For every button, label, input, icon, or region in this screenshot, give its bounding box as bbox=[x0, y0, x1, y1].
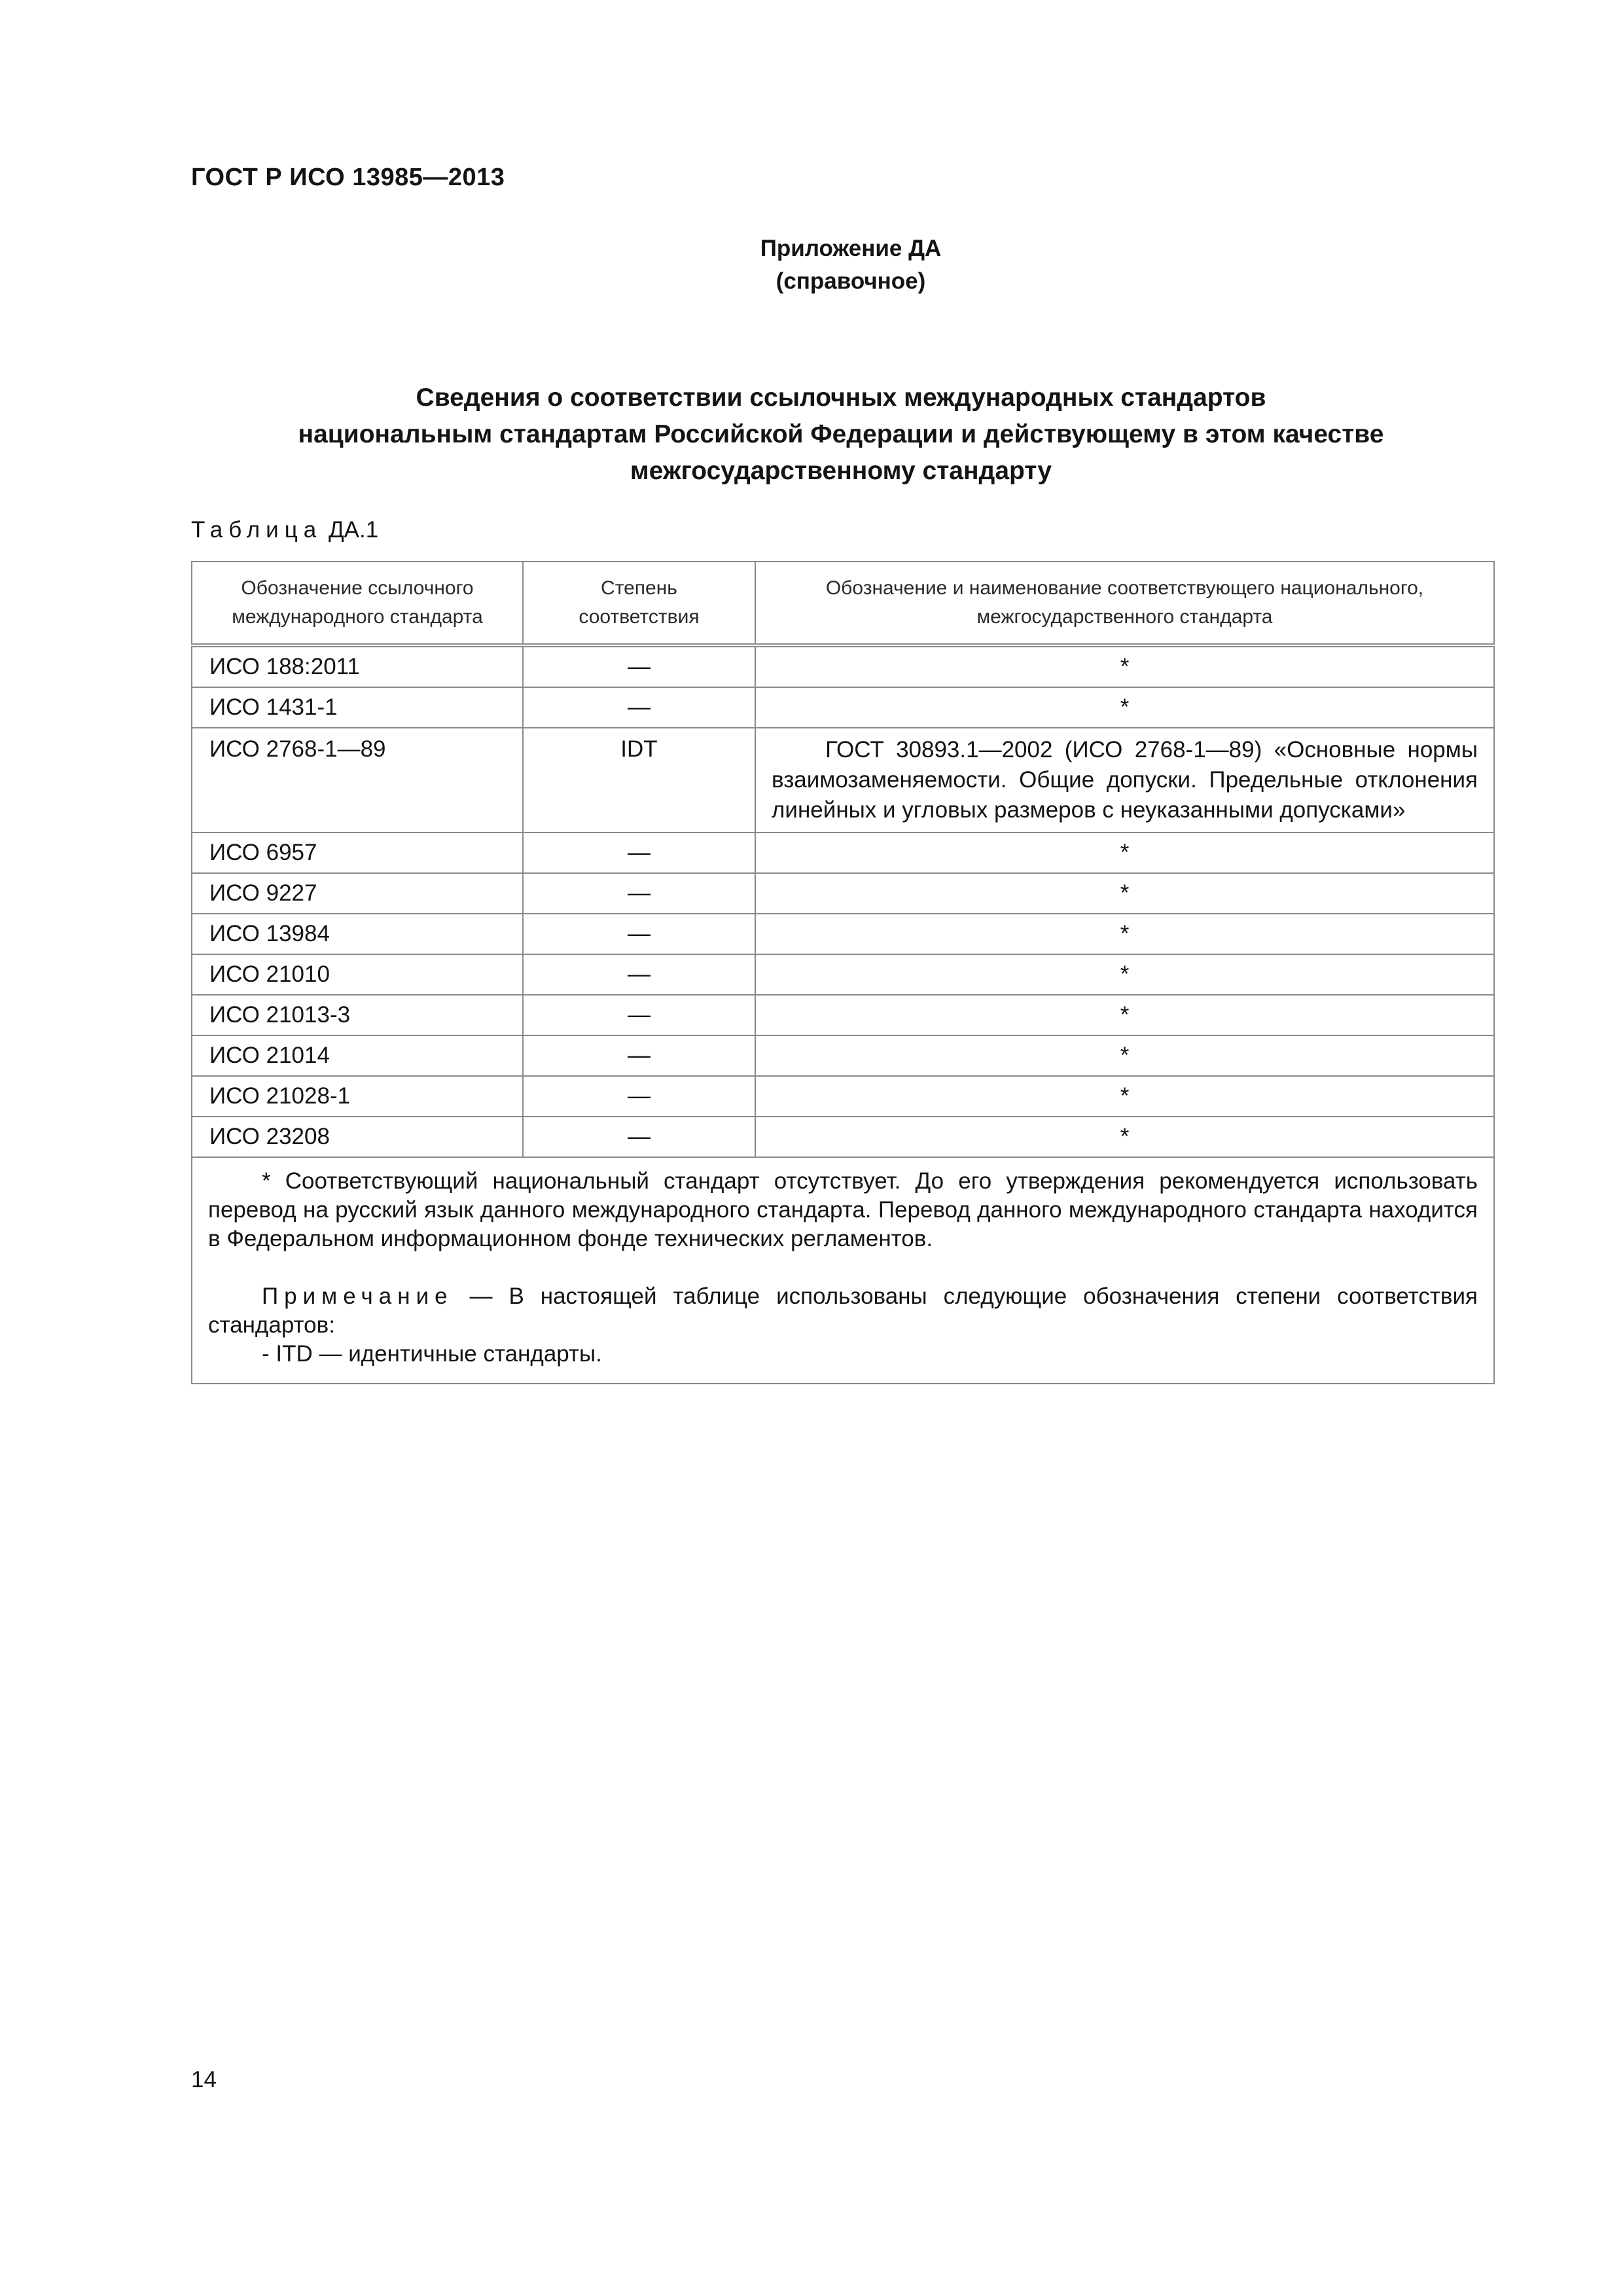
column-header-iso-line-2: международного стандарта bbox=[232, 606, 483, 628]
table-row bbox=[192, 687, 1494, 728]
table-row bbox=[192, 1035, 1494, 1076]
table-caption bbox=[191, 517, 378, 543]
national-standard-cell: * bbox=[755, 833, 1494, 873]
note-text: — В настоящей таблице использованы следующие обозначения степени соответствия стандартов: bbox=[208, 1283, 1478, 1338]
national-standard-cell: * bbox=[755, 687, 1494, 728]
table-row bbox=[192, 1117, 1494, 1157]
title-line-1: Сведения о соответствии ссылочных международных стандартов bbox=[416, 384, 1266, 412]
iso-cell: ИСО 21014 bbox=[192, 1035, 523, 1076]
degree-cell: — bbox=[523, 1117, 755, 1157]
table-caption-number: ДА.1 bbox=[328, 517, 379, 543]
iso-cell: ИСО 188:2011 bbox=[192, 645, 523, 687]
degree-cell: — bbox=[523, 645, 755, 687]
title-line-3: межгосударственному стандарту bbox=[630, 457, 1052, 485]
column-header-national bbox=[755, 562, 1494, 645]
national-standard-cell: * bbox=[755, 995, 1494, 1035]
table-row bbox=[192, 954, 1494, 995]
appendix-label: Приложение ДА bbox=[760, 236, 942, 261]
appendix-heading bbox=[654, 232, 1047, 298]
national-standard-cell: * bbox=[755, 954, 1494, 995]
column-header-degree-line-1: Степень bbox=[601, 577, 677, 599]
iso-cell: ИСО 21010 bbox=[192, 954, 523, 995]
iso-cell: ИСО 13984 bbox=[192, 914, 523, 954]
degree-cell: — bbox=[523, 873, 755, 914]
table-caption-label: Таблица bbox=[191, 517, 323, 543]
table-row bbox=[192, 728, 1494, 833]
table-header-row bbox=[192, 562, 1494, 645]
table-row bbox=[192, 833, 1494, 873]
table-row bbox=[192, 914, 1494, 954]
iso-cell: ИСО 9227 bbox=[192, 873, 523, 914]
note-paragraph bbox=[208, 1282, 1478, 1340]
document-code: ГОСТ Р ИСО 13985—2013 bbox=[191, 164, 505, 191]
note-list-item: - ITD — идентичные стандарты. bbox=[262, 1341, 602, 1367]
table-row bbox=[192, 1076, 1494, 1117]
correspondence-table bbox=[191, 561, 1495, 1384]
national-standard-cell: * bbox=[755, 873, 1494, 914]
table-row bbox=[192, 873, 1494, 914]
iso-cell: ИСО 2768-1—89 bbox=[192, 728, 523, 833]
appendix-type: (справочное) bbox=[776, 268, 926, 294]
table-footer-row bbox=[192, 1157, 1494, 1384]
degree-cell: — bbox=[523, 995, 755, 1035]
iso-cell: ИСО 21028-1 bbox=[192, 1076, 523, 1117]
degree-cell: IDT bbox=[523, 728, 755, 833]
table-row bbox=[192, 645, 1494, 687]
iso-cell: ИСО 23208 bbox=[192, 1117, 523, 1157]
iso-cell: ИСО 6957 bbox=[192, 833, 523, 873]
national-standard-cell: * bbox=[755, 1117, 1494, 1157]
national-standard-cell: * bbox=[755, 645, 1494, 687]
national-standard-cell: ГОСТ 30893.1—2002 (ИСО 2768-1—89) «Основные нормы взаимозаменяемости. Общие допуски. Предельные отклонения линейных и угловых размеров с неуказанными допусками» bbox=[755, 728, 1494, 833]
page-title bbox=[190, 380, 1492, 490]
degree-cell: — bbox=[523, 687, 755, 728]
iso-cell: ИСО 1431-1 bbox=[192, 687, 523, 728]
table-row bbox=[192, 995, 1494, 1035]
iso-cell: ИСО 21013-3 bbox=[192, 995, 523, 1035]
page-number: 14 bbox=[191, 2067, 217, 2092]
column-header-iso-line-1: Обозначение ссылочного bbox=[241, 577, 474, 599]
column-header-national-line-1: Обозначение и наименование соответствующего национального, bbox=[825, 577, 1424, 599]
column-header-national-line-2: межгосударственного стандарта bbox=[976, 606, 1273, 628]
degree-cell: — bbox=[523, 954, 755, 995]
column-header-degree-line-2: соответствия bbox=[579, 606, 700, 628]
column-header-degree bbox=[523, 562, 755, 645]
footnote-text: * Соответствующий национальный стандарт отсутствует. До его утверждения рекомендуется использовать перевод на русский язык данного международного стандарта. Перевод данного международного стандарта находится в Федеральном информационном фонде технических регламентов. bbox=[208, 1168, 1478, 1251]
degree-cell: — bbox=[523, 1035, 755, 1076]
column-header-iso bbox=[192, 562, 523, 645]
table-notes-cell bbox=[192, 1157, 1494, 1384]
note-label: Примечание bbox=[262, 1283, 454, 1309]
national-standard-cell: * bbox=[755, 914, 1494, 954]
degree-cell: — bbox=[523, 1076, 755, 1117]
national-standard-cell: * bbox=[755, 1076, 1494, 1117]
degree-cell: — bbox=[523, 833, 755, 873]
title-line-2: национальным стандартам Российской Федерации и действующему в этом качестве bbox=[298, 420, 1384, 448]
national-standard-cell: * bbox=[755, 1035, 1494, 1076]
degree-cell: — bbox=[523, 914, 755, 954]
